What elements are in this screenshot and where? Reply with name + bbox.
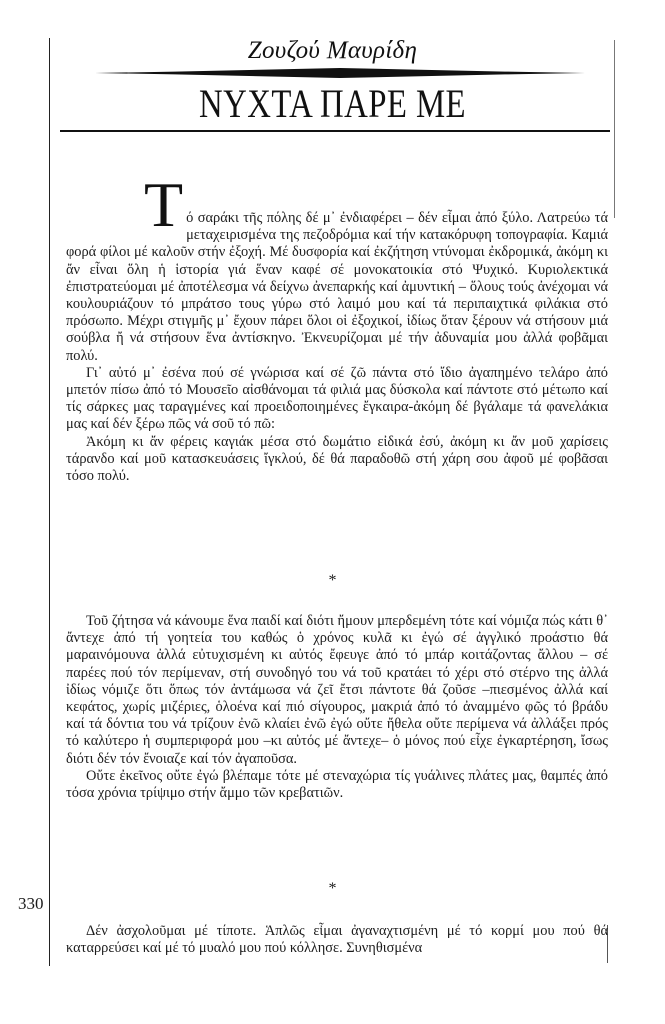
section-separator: * [328,880,337,897]
title-ornament [95,66,585,80]
page-number: 330 [18,894,44,913]
paragraph: Ἀκόμη κι ἄν φέρεις καγιάκ μέσα στό δωμάτιο εἰδικά ἐσύ, ἀκόμη κι ἄν μοῦ χαρίσεις τάρανδο καί μοῦ κατασκευάσεις ἴγκλού, δέ θά παραδοθῶ στή χάρη σου ἀφοῦ μέ φοβᾶσαι τόσο πολύ. [66,433,608,485]
section-1 [66,169,608,485]
section-3 [66,923,608,957]
section-2 [66,613,608,802]
title-underline [60,130,610,132]
section-separator: * [328,572,337,589]
paragraph: Δέν ἀσχολοῦμαι μέ τίποτε. Ἁπλῶς εἶμαι ἀγαναχτισμένη μέ τό κορμί μου πού θά καταρρεύσει καί μέ τό μυαλό μου πού κόλλησε. Συνηθισμένα [66,923,608,957]
right-margin-rule-top [614,40,615,218]
paragraph: Τοῦ ζήτησα νά κάνουμε ἕνα παιδί καί διότι ἤμουν μπερδεμένη τότε καί νόμιζα πώς κάτι θ᾽ ἄντεχε ἀπό τή γοητεία του καθώς ὁ χρόνος κυλᾶ κι ἐγώ σέ ἀγγλικό προάστιο θά μαραινόμουνα ἀλλά εὐτυχισμένη κι αὐτός ἔφευγε ἀπό τό μπάρ κοιτάζοντας ἄλλου – σέ παρέες πού τόν περίμεναν, στή συνοδηγό του νά τοῦ κρατάει τό χέρι στό στέρνο της ἀλλά ἰδίως νόμιζε ὅτι ὅπως τόν ἀντάμωσα νά ζεῖ ἔτσι πάντοτε θά ζοῦσε –πιεσμένος ἀλλά καί κεφάτος, χωρίς μιζέριες, ὁλοένα καί πιό σίγουρος, μακριά ἀπό τό ἀναμμένο φῶς τό βράδυ καί τά δόντια του νά τρίζουν ἐνῶ κλαίει ἐνῶ ἐγώ οὔτε ἤθελα οὔτε περίμενα νά ἀλλάξει πρός τό καλύτερο ἡ συμπεριφορά μου –κι αὐτός μέ ἄντεχε– ὁ μόνος πού εἶχε ἐγκαρτέρηση, ἴσως διότι δέν τόν ἔνοιαζε καί τόν ἀγαποῦσα. [66,613,608,767]
paragraph: Οὔτε ἐκεῖνος οὔτε ἐγώ βλέπαμε τότε μέ στεναχώρια τίς γυάλινες πλάτες μας, θαμπές ἀπό τόσα χρόνια τρίψιμο στήν ἄμμο τῶν κρεβατιῶν. [66,767,608,802]
paragraph: ό σαράκι τῆς πόλης δέ μ᾽ ἐνδιαφέρει – δέν εἶμαι ἀπό ξύλο. Λατρεύω τά μεταχειρισμένα της πεζοδρόμια καί τήν κατακόρυφη τοπογραφία. Καμιά φορά φίλοι μέ καλοῦν στήν ἐξοχή. Μέ δυσφορία καί ἐκζήτηση ντύνομαι ἐκδρομικά, ἀκόμη κι ἄν εἶναι ὅλη ἡ ἱστορία γιά ἕναν καφέ σέ μονοκατοικία στό Ψυχικό. Κυριολεκτικά ἐπιστρατεύομαι μέ ἀποτέλεσμα νά δείχνω ἀνεπαρκής καί ἀμυντική – ὅλους τούς ἀνέχομαι νά κουλουριάζουν τό μπράτσο τους γύρω στό λαιμό μου καί τά περιπαιχτικά φιλάκια στό πρόσωπο. Μέχρι στιγμῆς μ᾽ ἔχουν πάρει ὅλοι οἱ ἐξοχικοί, ἰδίως ὅταν ξέρουν νά στήσουν μιά σούβλα ἤ νά στήσουν ἕνα ἀντίσκηνο. Ἐκνευρίζομαι μέ τήν ἀδυναμία μου ἀλλά φοβᾶμαι πολύ. [66,210,608,364]
drop-cap: Τ [144,169,184,240]
left-margin-rule [49,38,50,966]
paragraph: Γι᾽ αὐτό μ᾽ ἐσένα πού σέ γνώρισα καί σέ ζῶ πάντα στό ἴδιο ἀγαπημένο τελάρο ἀπό μπετόν πίσω ἀπό τό Μουσεῖο αἰσθάνομαι τά φιλιά μας δύσκολα καί πάντοτε στό μέτωπο καί τίς σάρκες μας ταραγμένες καί προειδοποιημένες ἔγκαιρα-ἀκόμη δέ βγάλαμε τά φανελάκια μας καί δέν ξέρω πῶς νά σοῦ τό πῶ: [66,364,608,433]
page-title: ΝΥΧΤΑ ΠΑΡΕ ΜΕ [199,81,466,126]
author-name: Ζουζού Μαυρίδη [247,37,418,64]
